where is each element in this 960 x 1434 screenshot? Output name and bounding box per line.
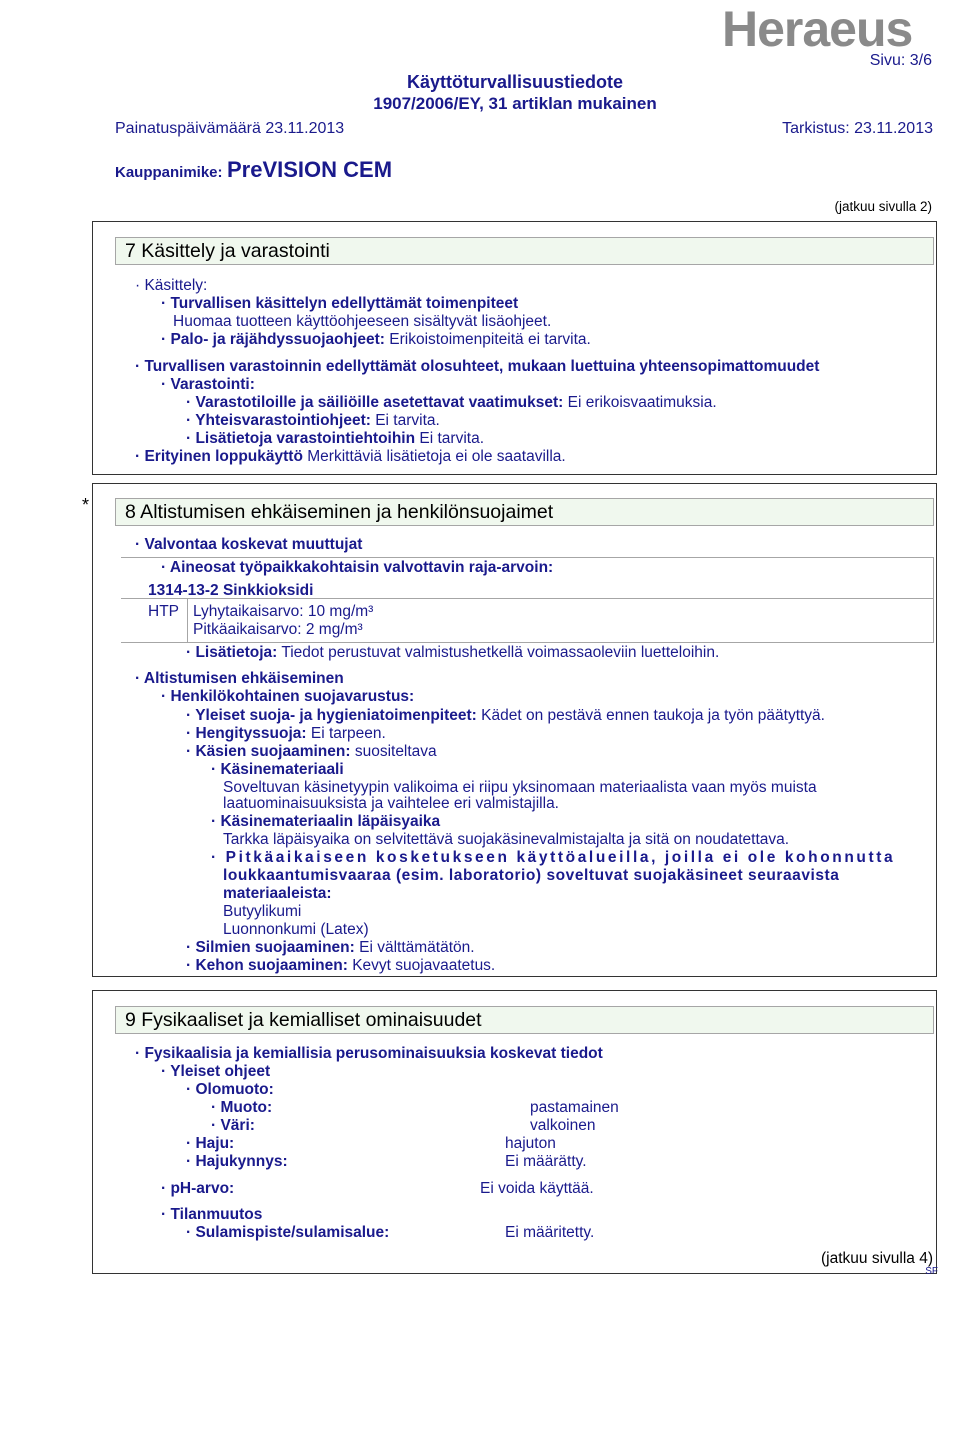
- joint-storage-value: Ei tarvita.: [370, 412, 440, 429]
- glove-latex: Luonnonkumi (Latex): [223, 921, 369, 938]
- storage-info-label: · Lisätietoja varastointiehtoihin: [186, 430, 416, 447]
- basic-properties-heading: · Fysikaalisia ja kemiallisia perusominaisuuksia koskevat tiedot: [135, 1045, 603, 1062]
- additional-info-label: · Lisätietoja:: [186, 644, 278, 661]
- storage-info-value: Ei tarvita.: [415, 430, 485, 447]
- table-column-border: [187, 598, 188, 642]
- joint-storage-label: · Yhteisvarastointiohjeet:: [186, 412, 371, 429]
- eye-protection-line: [186, 939, 475, 957]
- form-value: pastamainen: [530, 1099, 619, 1116]
- specific-end-use-line: [135, 448, 566, 466]
- section-8: [92, 483, 937, 977]
- storage-info-line: [186, 430, 484, 448]
- long-contact-heading: · Pitkäaikaiseen kosketukseen käyttöalueilla, joilla ei ole kohonnutta: [211, 849, 896, 866]
- body-protection-label: · Kehon suojaaminen:: [186, 957, 348, 974]
- odor-value: hajuton: [505, 1135, 556, 1152]
- exposure-controls-heading: · Altistumisen ehkäiseminen: [135, 670, 344, 687]
- body-protection-value: Kevyt suojavaatetus.: [347, 957, 496, 974]
- revision-marker: *: [82, 495, 90, 515]
- glove-material-heading: · Käsinemateriaali: [211, 761, 344, 778]
- hygiene-line: [186, 707, 825, 725]
- htp-label: HTP: [148, 603, 179, 620]
- color-value: valkoinen: [530, 1117, 596, 1134]
- storage-heading: · Varastointi:: [161, 376, 255, 393]
- revision-date: Tarkistus: 23.11.2013: [782, 120, 933, 137]
- additional-info-line: [186, 644, 719, 662]
- regulation-reference: 1907/2006/EY, 31 artiklan mukainen: [373, 94, 657, 113]
- glove-material-text-2: laatuominaisuuksista ja vaihtelee eri valmistajilla.: [223, 795, 559, 812]
- section-9: [92, 990, 937, 1274]
- eye-protection-value: Ei välttämätätön.: [354, 939, 475, 956]
- substance-name: 1314-13-2 Sinkkioksidi: [148, 582, 314, 599]
- safe-handling-text: Huomaa tuotteen käyttöohjeeseen sisältyvät lisäohjeet.: [173, 313, 552, 330]
- continued-from: (jatkuu sivulla 2): [834, 199, 932, 214]
- odor-threshold-value: Ei määrätty.: [505, 1153, 587, 1170]
- language-code: SF: [925, 1266, 938, 1277]
- table-bottom-border: [121, 642, 934, 643]
- section-7-heading: 7 Käsittely ja varastointi: [115, 237, 934, 265]
- color-label: · Väri:: [211, 1117, 255, 1134]
- long-contact-text-1: loukkaantumisvaaraa (esim. laboratorio) soveltuvat suojakäsineet seuraavista: [223, 867, 840, 884]
- specific-end-use-label: · Erityinen loppukäyttö: [135, 448, 303, 465]
- page-number: Sivu: 3/6: [869, 52, 932, 69]
- long-contact-text-2: materiaaleista:: [223, 885, 332, 902]
- hand-protection-label: · Käsien suojaaminen:: [186, 743, 351, 760]
- form-label: · Muoto:: [211, 1099, 273, 1116]
- fire-protection-line: [161, 331, 591, 349]
- section-9-heading: 9 Fysikaaliset ja kemialliset ominaisuudet: [115, 1006, 934, 1034]
- penetration-time-heading: · Käsinemateriaalin läpäisyaika: [211, 813, 441, 830]
- section-8-heading: 8 Altistumisen ehkäiseminen ja henkilönsuojaimet: [115, 498, 934, 526]
- long-term-value: Pitkäaikaisarvo: 2 mg/m³: [193, 621, 363, 638]
- continued-on: (jatkuu sivulla 4): [821, 1250, 933, 1267]
- storage-requirements-value: Ei erikoisvaatimuksia.: [563, 394, 717, 411]
- fire-protection-value: Erikoistoimenpiteitä ei tarvita.: [384, 331, 591, 348]
- glove-material-text-1: Soveltuvan käsinetyypin valikoima ei riipu yksinomaan materiaalista vaan myös muista: [223, 779, 817, 796]
- trade-name-label: Kauppanimike:: [115, 164, 223, 181]
- ph-label: · pH-arvo:: [161, 1180, 235, 1197]
- body-protection-line: [186, 957, 495, 975]
- handling-heading: · Käsittely:: [135, 277, 208, 294]
- odor-label: · Haju:: [186, 1135, 235, 1152]
- melting-point-value: Ei määritetty.: [505, 1224, 595, 1241]
- table-top-border: [121, 557, 933, 558]
- control-parameters-heading: · Valvontaa koskevat muuttujat: [135, 536, 363, 553]
- storage-conditions-heading: · Turvallisen varastoinnin edellyttämät olosuhteet, mukaan luettuina yhteensopimattomuudet: [135, 358, 820, 375]
- document-title: Käyttöturvallisuustiedote: [406, 72, 624, 92]
- hand-protection-value: suositeltava: [350, 743, 437, 760]
- hand-protection-line: [186, 743, 437, 761]
- company-logo: Heraeus: [722, 1, 913, 57]
- odor-threshold-label: · Hajukynnys:: [186, 1153, 288, 1170]
- additional-info-value: Tiedot perustuvat valmistushetkellä voimassaoleviin luetteloihin.: [277, 644, 720, 661]
- general-info-heading: · Yleiset ohjeet: [161, 1063, 271, 1080]
- state-change-heading: · Tilanmuutos: [161, 1206, 263, 1223]
- short-term-value: Lyhytaikaisarvo: 10 mg/m³: [193, 603, 374, 620]
- ppe-heading: · Henkilökohtainen suojavarustus:: [161, 688, 415, 705]
- table-right-border: [933, 557, 934, 642]
- joint-storage-line: [186, 412, 440, 430]
- limit-values-heading: · Aineosat työpaikkakohtaisin valvottavin raja-arvoin:: [161, 559, 554, 576]
- melting-point-label: · Sulamispiste/sulamisalue:: [186, 1224, 390, 1241]
- section-7: [92, 221, 937, 475]
- respiratory-line: [186, 725, 386, 743]
- safe-handling-heading: · Turvallisen käsittelyn edellyttämät toimenpiteet: [161, 295, 519, 312]
- hygiene-value: Kädet on pestävä ennen taukoja ja työn päätyttyä.: [476, 707, 825, 724]
- respiratory-value: Ei tarpeen.: [306, 725, 386, 742]
- print-date: Painatuspäivämäärä 23.11.2013: [115, 120, 345, 137]
- storage-requirements-line: [186, 394, 717, 412]
- trade-name: [115, 157, 392, 183]
- hygiene-label: · Yleiset suoja- ja hygieniatoimenpiteet:: [186, 707, 477, 724]
- ph-value: Ei voida käyttää.: [480, 1180, 594, 1197]
- storage-requirements-label: · Varastotiloille ja säiliöille asetettavat vaatimukset:: [186, 394, 564, 411]
- specific-end-use-value: Merkittäviä lisätietoja ei ole saatavilla.: [302, 448, 566, 465]
- eye-protection-label: · Silmien suojaaminen:: [186, 939, 355, 956]
- fire-protection-label: · Palo- ja räjähdyssuojaohjeet:: [161, 331, 385, 348]
- respiratory-label: · Hengityssuoja:: [186, 725, 307, 742]
- glove-butyl: Butyylikumi: [223, 903, 302, 920]
- penetration-time-text: Tarkka läpäisyaika on selvitettävä suojakäsinevalmistajalta ja sitä on noudatettava.: [223, 831, 790, 848]
- trade-name-value: PreVISION CEM: [226, 157, 393, 182]
- appearance-heading: · Olomuoto:: [186, 1081, 274, 1098]
